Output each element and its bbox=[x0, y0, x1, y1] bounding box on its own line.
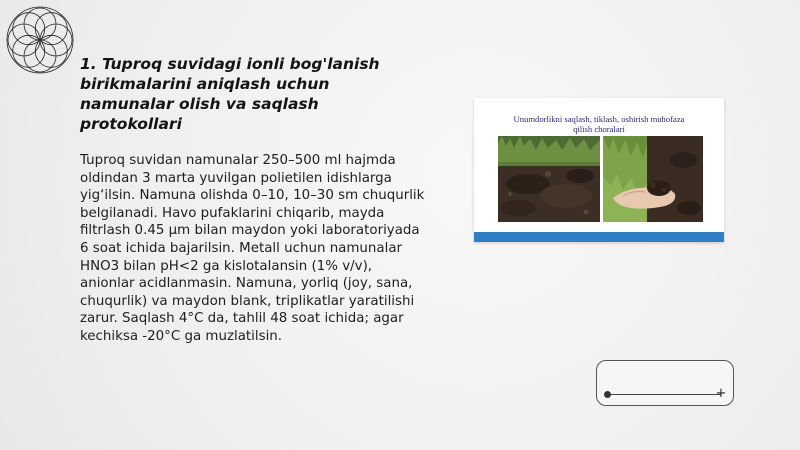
navigation-track[interactable] bbox=[607, 394, 721, 395]
record-dot-icon[interactable] bbox=[604, 391, 611, 398]
circular-ornament-icon bbox=[4, 4, 76, 76]
soil-photo-card bbox=[474, 98, 724, 242]
soil-in-hand-photo bbox=[603, 136, 703, 222]
photo-accent-bar bbox=[474, 232, 724, 242]
plus-icon[interactable]: + bbox=[715, 386, 727, 401]
soil-field-photo bbox=[498, 136, 600, 222]
slide-navigation-widget[interactable] bbox=[596, 360, 734, 406]
slide-title: 1. Tuproq suvidagi ionli bog'lanish birikmalarini aniqlash uchun namunalar olish va saqlash protokollari bbox=[80, 55, 380, 133]
photo-caption-line-2: qilish choralari bbox=[573, 124, 625, 134]
photo-caption bbox=[474, 114, 724, 134]
slide-body-text: Tuproq suvidan namunalar 250–500 ml hajmda oldindan 3 marta yuvilgan polietilen idishlarga yig‘ilsin. Namuna olishda 0–10, 10–30 sm chuqurlik belgilanadi. Havo pufaklarini chiqarib, mayda filtrlash 0.45 µm bilan maydon yoki laboratoriyada 6 soat ichida bajarilsin. Metall uchun namunalar HNO3 bilan pH<2 ga kislotalansin (1% v/v), anionlar acidlanmasin. Namuna, yorliq (joy, sana, chuqurlik) va maydon blank, triplikatlar yaratilishi zarur. Saqlash 4°C da, tahlil 48 soat ichida; agar kechiksa -20°C ga muzlatilsin. bbox=[80, 153, 425, 344]
photo-caption-line-1: Unumdorlikni saqlash, tiklash, oshirish muhofaza bbox=[513, 114, 685, 124]
